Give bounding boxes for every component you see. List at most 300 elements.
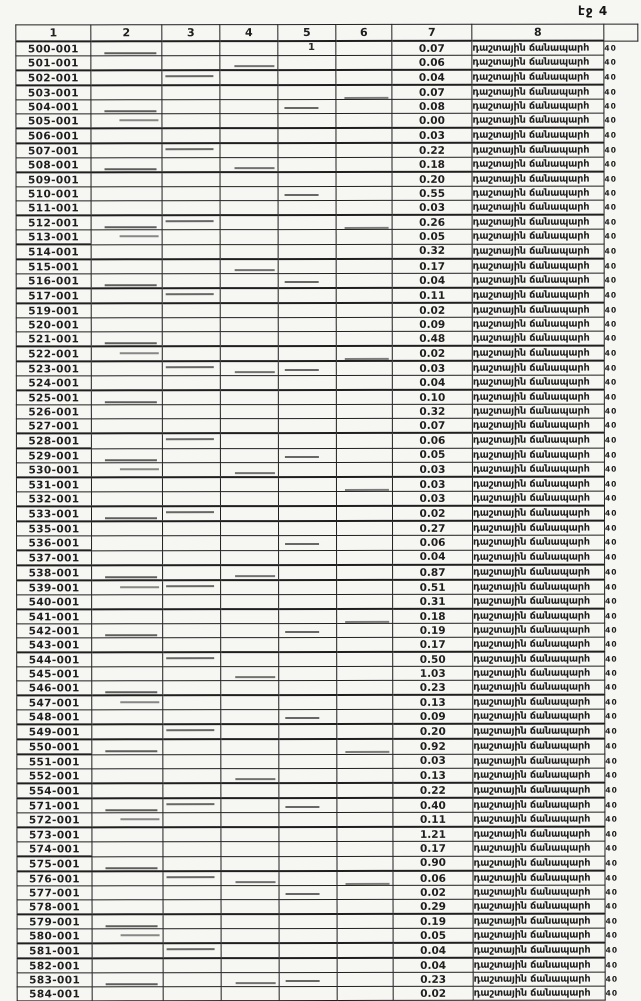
cell-road-name: դաշտային ճանապարհ bbox=[472, 317, 604, 331]
cell-empty bbox=[336, 404, 392, 418]
cell-empty bbox=[91, 187, 162, 201]
cell-empty bbox=[221, 987, 279, 1001]
cell-road-name: դաշտային ճանապարհ bbox=[473, 535, 605, 550]
cell-road-name: դաշտային ճանապարհ bbox=[472, 186, 604, 200]
cell-empty bbox=[279, 680, 337, 695]
margin-note: 40 bbox=[605, 960, 619, 970]
cell-road-name: դաշտային ճանապարհ bbox=[473, 739, 605, 754]
cell-empty bbox=[221, 943, 279, 958]
cell-empty bbox=[220, 100, 278, 114]
cell-parcel-id: 581-001 bbox=[17, 943, 92, 958]
cell-road-name: դաշտային ճանապարհ bbox=[472, 259, 604, 274]
table-row bbox=[16, 331, 638, 346]
table-row bbox=[16, 85, 638, 100]
cell-empty bbox=[163, 536, 221, 551]
table-row bbox=[17, 565, 639, 581]
cell-empty bbox=[220, 303, 278, 318]
cell-empty bbox=[221, 609, 279, 624]
cell-road-name: դաշտային ճանապարհ bbox=[472, 404, 604, 418]
cell-empty bbox=[91, 114, 162, 129]
cell-area-value: 0.50 bbox=[393, 652, 473, 667]
cell-road-name: դաշտային ճանապարհ bbox=[473, 637, 605, 652]
cell-empty bbox=[163, 958, 221, 973]
cell-area-value: 0.04 bbox=[393, 943, 473, 958]
cell-area-value: 0.29 bbox=[393, 899, 473, 914]
header-row bbox=[16, 24, 638, 41]
cell-area-value: 0.48 bbox=[392, 331, 472, 346]
cell-road-name: դաշտային ճանապարհ bbox=[472, 361, 604, 376]
cell-parcel-id: 539-001 bbox=[17, 580, 92, 595]
cell-empty bbox=[279, 609, 337, 624]
cell-parcel-id: 538-001 bbox=[17, 565, 92, 580]
table-row bbox=[17, 841, 639, 856]
cell-parcel-id: 551-001 bbox=[17, 754, 92, 769]
cell-empty bbox=[278, 506, 336, 521]
margin-header-spacer bbox=[604, 24, 638, 41]
cell-empty bbox=[336, 506, 392, 521]
cell-area-value: 0.06 bbox=[393, 535, 473, 550]
cell-road-name: դաշտային ճանապարհ bbox=[473, 827, 605, 842]
cell-parcel-id: 505-001 bbox=[16, 114, 91, 129]
cell-empty bbox=[278, 491, 336, 506]
cell-area-value: 0.06 bbox=[393, 871, 473, 886]
cell-empty bbox=[220, 376, 278, 391]
table-row bbox=[17, 986, 639, 1001]
cell-area-value: 0.13 bbox=[393, 768, 473, 783]
cell-empty bbox=[279, 580, 337, 595]
cell-empty bbox=[278, 390, 336, 405]
cell-empty bbox=[337, 680, 393, 695]
cell-area-value: 0.32 bbox=[392, 244, 472, 259]
cell-empty bbox=[337, 783, 393, 798]
cell-empty bbox=[91, 215, 162, 230]
cell-road-name: դաշտային ճանապարհ bbox=[472, 288, 604, 303]
cell-road-name: դաշտային ճանապարհ bbox=[472, 506, 604, 521]
table-row bbox=[17, 812, 639, 827]
cell-area-value: 0.11 bbox=[392, 288, 472, 303]
cell-empty bbox=[91, 405, 162, 419]
cell-road-name: դաշտային ճանապարհ bbox=[472, 215, 604, 230]
cell-empty bbox=[278, 433, 336, 448]
cell-empty bbox=[336, 303, 392, 318]
cell-area-value: 0.04 bbox=[393, 550, 473, 565]
cell-parcel-id: 512-001 bbox=[16, 215, 91, 230]
cell-empty bbox=[337, 885, 393, 899]
cell-parcel-id: 514-001 bbox=[16, 244, 91, 259]
cell-empty bbox=[221, 958, 279, 973]
margin-note: 40 bbox=[604, 261, 618, 271]
cell-empty bbox=[221, 710, 279, 725]
cell-road-name: դաշտային ճանապարհ bbox=[473, 841, 605, 856]
cell-empty bbox=[163, 813, 221, 828]
margin-note: 40 bbox=[605, 814, 618, 824]
cell-empty bbox=[162, 274, 220, 289]
cell-empty bbox=[162, 201, 220, 216]
cell-empty bbox=[279, 928, 337, 943]
cell-empty bbox=[91, 361, 162, 376]
cell-empty bbox=[220, 187, 278, 201]
table-row bbox=[16, 477, 638, 492]
cell-empty bbox=[163, 667, 221, 681]
cell-area-value: 1.21 bbox=[393, 827, 473, 842]
cell-empty bbox=[221, 813, 279, 828]
cell-empty bbox=[337, 580, 393, 595]
cell-empty bbox=[220, 215, 278, 230]
cell-road-name: դաշտային ճանապարհ bbox=[472, 41, 604, 56]
cell-empty bbox=[92, 667, 163, 681]
cell-road-name: դաշտային ճանապարհ bbox=[473, 958, 605, 973]
cell-empty bbox=[336, 143, 392, 158]
cell-road-name: դաշտային ճանապարհ bbox=[473, 972, 605, 986]
cell-empty bbox=[162, 143, 220, 158]
table-row bbox=[17, 914, 639, 929]
cell-empty bbox=[336, 113, 392, 128]
cell-area-value: 0.27 bbox=[393, 521, 473, 536]
cell-empty bbox=[278, 404, 336, 418]
margin-note: 40 bbox=[605, 756, 618, 766]
cell-road-name: դաշտային ճանապարհ bbox=[472, 477, 604, 492]
table-row bbox=[16, 55, 638, 70]
cell-parcel-id: 576-001 bbox=[17, 871, 92, 886]
cell-empty bbox=[337, 871, 393, 886]
table-row bbox=[17, 550, 639, 566]
cell-parcel-id: 549-001 bbox=[17, 724, 92, 739]
margin-note: 40 bbox=[604, 319, 618, 329]
cell-empty bbox=[163, 652, 221, 667]
margin-note: 40 bbox=[604, 290, 618, 300]
cell-parcel-id: 526-001 bbox=[16, 405, 91, 419]
margin-note: 40 bbox=[604, 246, 618, 256]
cell-empty bbox=[278, 361, 336, 376]
cell-area-value: 0.03 bbox=[392, 361, 472, 376]
table-row bbox=[16, 375, 638, 390]
cell-parcel-id: 530-001 bbox=[16, 463, 91, 478]
cell-area-value: 0.17 bbox=[392, 259, 472, 274]
cell-empty bbox=[91, 56, 162, 71]
cell-empty bbox=[91, 158, 162, 173]
cell-parcel-id: 529-001 bbox=[16, 448, 91, 463]
cell-empty bbox=[92, 973, 163, 987]
margin-note: 40 bbox=[604, 188, 617, 198]
table-row bbox=[16, 418, 638, 433]
cell-empty bbox=[278, 303, 336, 318]
margin-note: 40 bbox=[604, 57, 617, 67]
margin-note: 40 bbox=[605, 567, 618, 577]
cell-empty bbox=[163, 842, 221, 857]
margin-note: 40 bbox=[605, 639, 618, 649]
margin-note: 40 bbox=[605, 726, 618, 736]
cell-empty bbox=[163, 914, 221, 929]
cell-empty bbox=[279, 958, 337, 973]
cell-empty bbox=[278, 317, 336, 331]
cell-empty bbox=[91, 41, 162, 56]
cell-area-value: 0.17 bbox=[393, 637, 473, 652]
cell-area-value: 0.06 bbox=[392, 55, 472, 70]
cell-empty bbox=[337, 856, 393, 871]
cell-empty bbox=[221, 638, 279, 653]
cell-empty bbox=[336, 375, 392, 390]
cell-empty bbox=[92, 565, 163, 580]
cell-area-value: 0.11 bbox=[393, 812, 473, 827]
cell-empty bbox=[163, 827, 221, 842]
cell-empty bbox=[278, 41, 336, 56]
cell-area-value: 0.23 bbox=[393, 972, 473, 986]
cell-empty bbox=[337, 827, 393, 842]
cell-empty bbox=[221, 914, 279, 929]
cell-empty bbox=[92, 987, 163, 1001]
cell-empty bbox=[336, 433, 392, 448]
cell-empty bbox=[336, 128, 392, 143]
cell-road-name: դաշտային ճանապարհ bbox=[473, 709, 605, 724]
cell-empty bbox=[279, 871, 337, 886]
cell-empty bbox=[278, 85, 336, 100]
margin-note: 40 bbox=[604, 231, 618, 241]
cell-road-name: դաշտային ճանապարհ bbox=[473, 652, 605, 667]
cell-empty bbox=[220, 201, 278, 216]
table-row bbox=[17, 754, 639, 769]
cell-empty bbox=[221, 652, 279, 667]
cell-parcel-id: 535-001 bbox=[17, 521, 92, 536]
cell-area-value: 0.02 bbox=[392, 346, 472, 361]
cell-empty bbox=[336, 186, 392, 200]
cell-area-value: 0.19 bbox=[393, 914, 473, 929]
cell-empty bbox=[92, 958, 163, 973]
cell-empty bbox=[279, 565, 337, 580]
margin-note: 40 bbox=[604, 145, 617, 155]
cell-empty bbox=[336, 172, 392, 187]
cell-empty bbox=[221, 842, 279, 857]
margin-note: 40 bbox=[605, 873, 618, 883]
cell-road-name: դաշտային ճանապարհ bbox=[472, 462, 604, 477]
cell-road-name: դաշտային ճանապարհ bbox=[473, 680, 605, 695]
cell-empty bbox=[163, 609, 221, 624]
cell-empty bbox=[337, 768, 393, 783]
cell-road-name: դաշտային ճանապարհ bbox=[472, 331, 604, 346]
cell-empty bbox=[92, 681, 163, 696]
cell-empty bbox=[337, 535, 393, 550]
cell-empty bbox=[336, 477, 392, 492]
cell-area-value: 0.92 bbox=[393, 739, 473, 754]
cell-area-value: 0.07 bbox=[392, 85, 472, 100]
cell-parcel-id: 578-001 bbox=[17, 900, 92, 915]
page-number-label: էջ 4 bbox=[578, 4, 609, 18]
cell-empty bbox=[221, 827, 279, 842]
margin-note: 40 bbox=[605, 945, 619, 955]
cell-empty bbox=[221, 886, 279, 900]
cell-empty bbox=[336, 229, 392, 244]
cell-empty bbox=[162, 303, 220, 318]
cell-empty bbox=[91, 201, 162, 216]
cell-empty bbox=[337, 739, 393, 754]
cell-parcel-id: 546-001 bbox=[17, 681, 92, 696]
cell-empty bbox=[336, 361, 392, 376]
cell-empty bbox=[92, 638, 163, 653]
cell-parcel-id: 524-001 bbox=[16, 376, 91, 391]
cell-empty bbox=[220, 114, 278, 129]
cell-empty bbox=[163, 929, 221, 944]
cell-parcel-id: 543-001 bbox=[17, 638, 92, 653]
cell-empty bbox=[279, 885, 337, 899]
cell-road-name: դաշտային ճանապարհ bbox=[472, 85, 604, 100]
table-row bbox=[17, 928, 639, 943]
margin-note: 40 bbox=[604, 115, 617, 125]
cell-empty bbox=[163, 973, 221, 987]
cell-empty bbox=[91, 70, 162, 85]
cell-empty bbox=[162, 244, 220, 259]
cell-empty bbox=[91, 376, 162, 391]
cell-parcel-id: 532-001 bbox=[16, 492, 91, 507]
cell-road-name: դաշտային ճանապարհ bbox=[473, 594, 605, 609]
cell-area-value: 0.02 bbox=[392, 303, 472, 318]
cell-area-value: 0.05 bbox=[393, 928, 473, 943]
cell-empty bbox=[221, 565, 279, 580]
cell-empty bbox=[162, 433, 220, 448]
cell-empty bbox=[163, 987, 221, 1001]
cell-empty bbox=[279, 972, 337, 986]
cell-area-value: 0.03 bbox=[392, 462, 472, 477]
margin-note: 40 bbox=[604, 159, 617, 169]
cell-area-value: 0.06 bbox=[392, 433, 472, 448]
cell-road-name: դաշտային ճանապարհ bbox=[473, 899, 605, 914]
cell-empty bbox=[278, 244, 336, 259]
cell-empty bbox=[279, 986, 337, 1000]
cell-empty bbox=[279, 724, 337, 739]
margin-note: 40 bbox=[604, 101, 617, 111]
cell-area-value: 0.40 bbox=[393, 798, 473, 813]
cell-empty bbox=[278, 55, 336, 70]
cell-area-value: 0.51 bbox=[393, 580, 473, 595]
cell-empty bbox=[220, 477, 278, 492]
table-row bbox=[16, 41, 638, 56]
margin-note: 40 bbox=[605, 829, 618, 839]
cell-empty bbox=[92, 929, 163, 944]
cell-empty bbox=[221, 973, 279, 987]
cell-empty bbox=[162, 85, 220, 100]
cell-parcel-id: 536-001 bbox=[17, 536, 92, 551]
cell-empty bbox=[279, 856, 337, 871]
cell-empty bbox=[92, 536, 163, 551]
margin-note: 40 bbox=[605, 537, 618, 547]
cell-area-value: 0.32 bbox=[392, 404, 472, 418]
cell-parcel-id: 502-001 bbox=[16, 70, 91, 85]
cell-road-name: դաշտային ճանապարհ bbox=[472, 390, 604, 405]
cell-empty bbox=[337, 565, 393, 580]
cell-parcel-id: 516-001 bbox=[16, 274, 91, 289]
cell-empty bbox=[279, 914, 337, 929]
cell-empty bbox=[220, 244, 278, 259]
cell-area-value: 0.10 bbox=[392, 390, 472, 405]
cell-parcel-id: 517-001 bbox=[16, 288, 91, 303]
margin-note: 40 bbox=[605, 697, 618, 707]
table-row bbox=[16, 346, 638, 362]
cell-empty bbox=[162, 259, 220, 274]
cell-road-name: դաշտային ճանապարհ bbox=[472, 157, 604, 172]
cell-empty bbox=[92, 739, 163, 754]
cell-empty bbox=[92, 754, 163, 769]
cell-parcel-id: 528-001 bbox=[16, 433, 91, 448]
cell-parcel-id: 583-001 bbox=[17, 973, 92, 987]
table-row bbox=[17, 594, 639, 609]
table-row bbox=[16, 172, 638, 187]
cell-parcel-id: 574-001 bbox=[17, 842, 92, 857]
cell-empty bbox=[92, 652, 163, 667]
cell-area-value: 0.31 bbox=[393, 594, 473, 609]
cell-empty bbox=[163, 550, 221, 565]
cell-empty bbox=[221, 695, 279, 710]
cell-empty bbox=[336, 346, 392, 361]
table-row bbox=[17, 535, 639, 550]
cell-road-name: դաշտային ճանապարհ bbox=[472, 303, 604, 318]
cell-parcel-id: 547-001 bbox=[17, 695, 92, 710]
cell-empty bbox=[336, 491, 392, 506]
cell-empty bbox=[92, 550, 163, 565]
table-row bbox=[16, 215, 638, 230]
cell-road-name: դաշտային ճանապարհ bbox=[472, 491, 604, 506]
cell-empty bbox=[337, 637, 393, 652]
margin-note: 40 bbox=[604, 217, 618, 227]
margin-note: 40 bbox=[604, 420, 618, 430]
table-row bbox=[16, 259, 638, 274]
cell-road-name: դաշտային ճանապարհ bbox=[473, 550, 605, 565]
cell-empty bbox=[221, 871, 279, 886]
cell-empty bbox=[92, 886, 163, 900]
cell-empty bbox=[91, 274, 162, 289]
cell-empty bbox=[162, 419, 220, 434]
cell-empty bbox=[221, 580, 279, 595]
cell-empty bbox=[163, 638, 221, 653]
cell-empty bbox=[91, 128, 162, 143]
margin-note: 40 bbox=[604, 43, 617, 53]
cell-empty bbox=[221, 536, 279, 551]
cell-empty bbox=[337, 928, 393, 943]
cell-empty bbox=[337, 709, 393, 724]
cell-area-value: 0.03 bbox=[392, 491, 472, 506]
cell-empty bbox=[91, 259, 162, 274]
cell-parcel-id: 515-001 bbox=[16, 259, 91, 274]
table-row bbox=[17, 609, 639, 624]
cell-area-value: 0.13 bbox=[393, 695, 473, 710]
cell-empty bbox=[220, 463, 278, 478]
cell-road-name: դաշտային ճանապարհ bbox=[473, 565, 605, 580]
cell-empty bbox=[221, 856, 279, 871]
cell-road-name: դաշտային ճանապարհ bbox=[472, 418, 604, 433]
cell-empty bbox=[221, 667, 279, 681]
cell-empty bbox=[92, 724, 163, 739]
cell-area-value: 0.05 bbox=[392, 229, 472, 244]
cell-empty bbox=[163, 724, 221, 739]
cell-empty bbox=[91, 390, 162, 405]
table-row bbox=[17, 652, 639, 667]
cell-area-value: 0.07 bbox=[392, 41, 472, 56]
cell-empty bbox=[278, 200, 336, 215]
margin-note: 40 bbox=[605, 596, 618, 606]
cell-empty bbox=[220, 318, 278, 332]
cell-road-name: դաշտային ճանապարհ bbox=[472, 128, 604, 143]
cell-area-value: 0.04 bbox=[392, 70, 472, 85]
cell-empty bbox=[336, 215, 392, 230]
table-row bbox=[17, 768, 639, 783]
margin-note: 40 bbox=[604, 174, 617, 184]
margin-note: 40 bbox=[605, 974, 619, 984]
cell-empty bbox=[279, 943, 337, 958]
cell-empty bbox=[337, 812, 393, 827]
cell-empty bbox=[279, 768, 337, 783]
cell-empty bbox=[91, 303, 162, 318]
cell-empty bbox=[162, 463, 220, 478]
cell-empty bbox=[163, 580, 221, 595]
cell-empty bbox=[220, 143, 278, 158]
cell-empty bbox=[162, 477, 220, 492]
